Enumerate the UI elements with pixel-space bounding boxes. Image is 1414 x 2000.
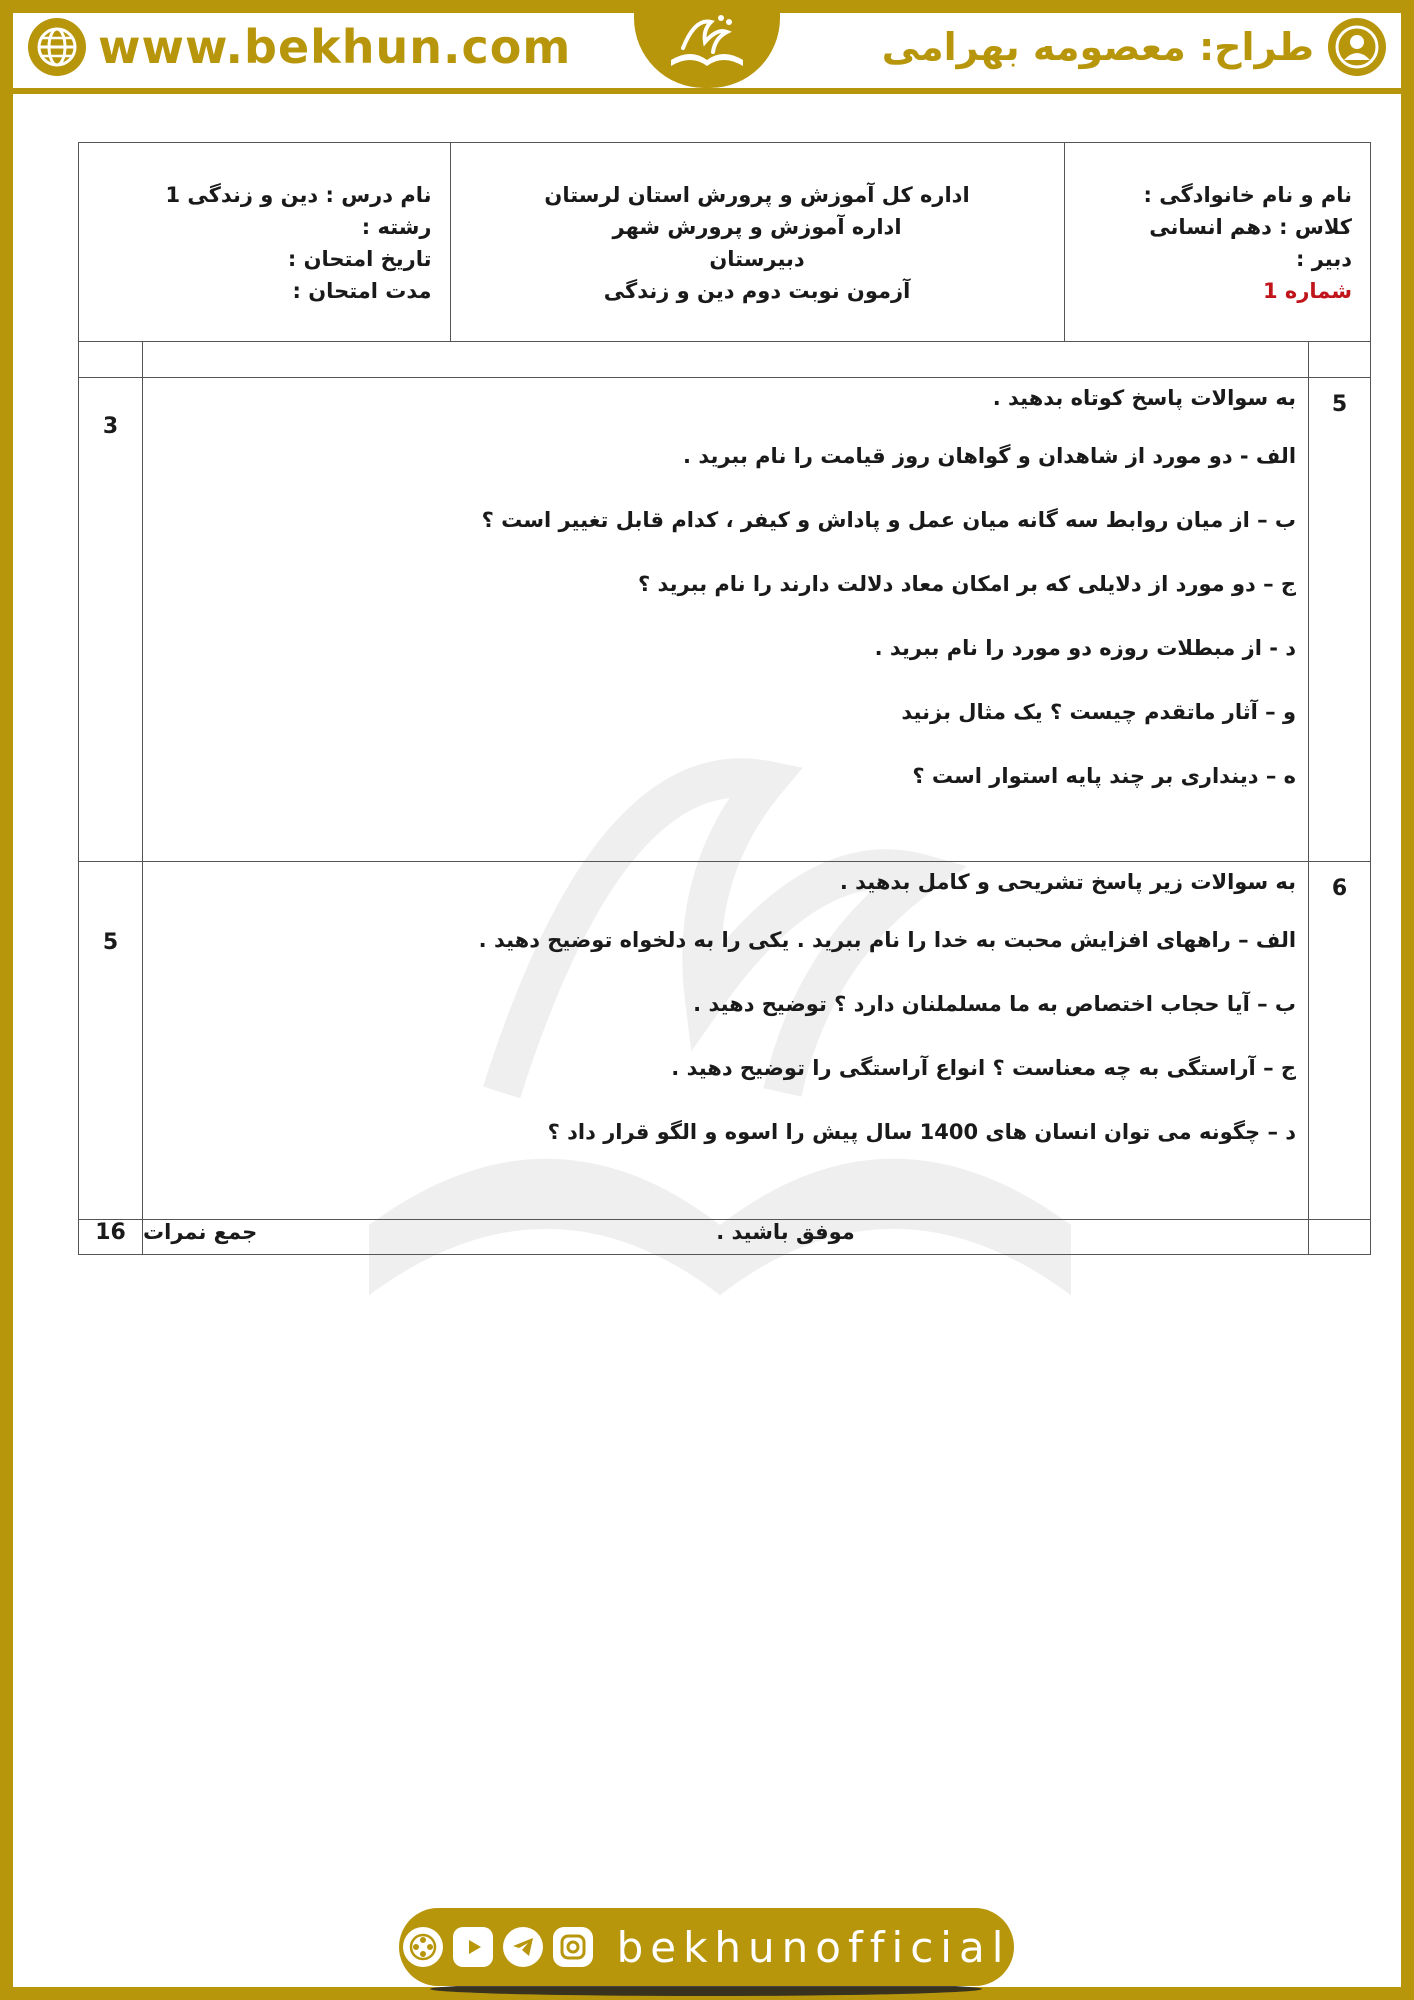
globe-icon [28, 18, 86, 76]
question-item: ج – دو مورد از دلایلی که بر امکان معاد دلالت دارند را نام ببرید ؟ [638, 572, 1297, 596]
site-link[interactable] [28, 18, 571, 76]
student-info-cell [1064, 143, 1370, 341]
teacher-label: دبیر : [1296, 247, 1353, 271]
question-title: به سوالات زیر پاسخ تشریحی و کامل بدهید . [839, 870, 1297, 894]
exam-header-row [79, 143, 1371, 342]
spacer-row [79, 342, 1371, 378]
organization-cell [450, 143, 1064, 341]
question-item: الف - دو مورد از شاهدان و گواهان روز قیامت را نام ببرید . [683, 444, 1297, 468]
question-item: ب – آیا حجاب اختصاص به ما مسلملنان دارد ؟ توضیح دهید . [693, 992, 1297, 1016]
designer-name: طراح: معصومه بهرامی [881, 25, 1314, 69]
course-info-cell [78, 143, 450, 341]
header-divider [13, 88, 1401, 94]
social-bar[interactable] [399, 1908, 1014, 1986]
question-score: 5 [79, 862, 143, 1220]
question-item: ب – از میان روابط سه گانه میان عمل و پاداش و کیفر ، کدام قابل تغییر است ؟ [481, 508, 1297, 532]
org-line-3: دبیرستان [709, 247, 805, 271]
total-score: 16 [79, 1220, 143, 1255]
date-label: تاریخ امتحان : [287, 247, 432, 271]
question-item: الف – راههای افزایش محبت به خدا را نام ببرید . یکی را به دلخواه توضیح دهید . [478, 928, 1297, 952]
field-label: رشته : [361, 215, 432, 239]
question-score: 3 [79, 378, 143, 862]
total-row [79, 1220, 1371, 1255]
exam-table [78, 142, 1371, 1255]
org-line-1: اداره کل آموزش و پرورش استان لرستان [544, 183, 970, 207]
social-handle[interactable]: bekhunofficial [616, 1922, 1011, 1972]
question-item: د – چگونه می توان انسان های 1400 سال پیش را اسوه و الگو قرار داد ؟ [547, 1120, 1297, 1144]
instagram-icon[interactable] [553, 1927, 593, 1967]
question-item: ج – آراستگی به چه معناست ؟ انواع آراستگی را توضیح دهید . [671, 1056, 1297, 1080]
exam-number: شماره 1 [1262, 279, 1353, 303]
exam-title: آزمون نوبت دوم دین و زندگی [603, 279, 911, 303]
question-title: به سوالات پاسخ کوتاه بدهید . [992, 386, 1297, 410]
student-name-label: نام و نام خانوادگی : [1143, 183, 1353, 207]
question-item: و – آثار ماتقدم چیست ؟ یک مثال بزنید [901, 700, 1297, 724]
telegram-icon[interactable] [503, 1927, 543, 1967]
org-line-2: اداره آموزش و پرورش شهر [612, 215, 902, 239]
question-body [143, 862, 1309, 1220]
question-number: 5 [1309, 378, 1371, 862]
footer-cell [143, 1220, 1309, 1255]
question-item: د - از مبطلات روزه دو مورد را نام ببرید . [874, 636, 1297, 660]
duration-label: مدت امتحان : [292, 279, 432, 303]
question-number: 6 [1309, 862, 1371, 1220]
good-luck-message: موفق باشید . [716, 1220, 855, 1244]
course-label: نام درس : دین و زندگی 1 [165, 183, 432, 207]
youtube-icon[interactable] [453, 1927, 493, 1967]
media-icon[interactable] [403, 1927, 443, 1967]
designer-credit [882, 18, 1386, 76]
user-icon [1328, 18, 1386, 76]
question-body [143, 378, 1309, 862]
question-item: ه – دینداری بر چند پایه استوار است ؟ [912, 764, 1297, 788]
class-label: کلاس : دهم انسانی [1149, 215, 1353, 239]
question-row [79, 862, 1371, 1220]
site-url[interactable]: www.bekhun.com [98, 20, 572, 74]
question-row [79, 378, 1371, 862]
total-label: جمع نمرات [143, 1220, 258, 1244]
